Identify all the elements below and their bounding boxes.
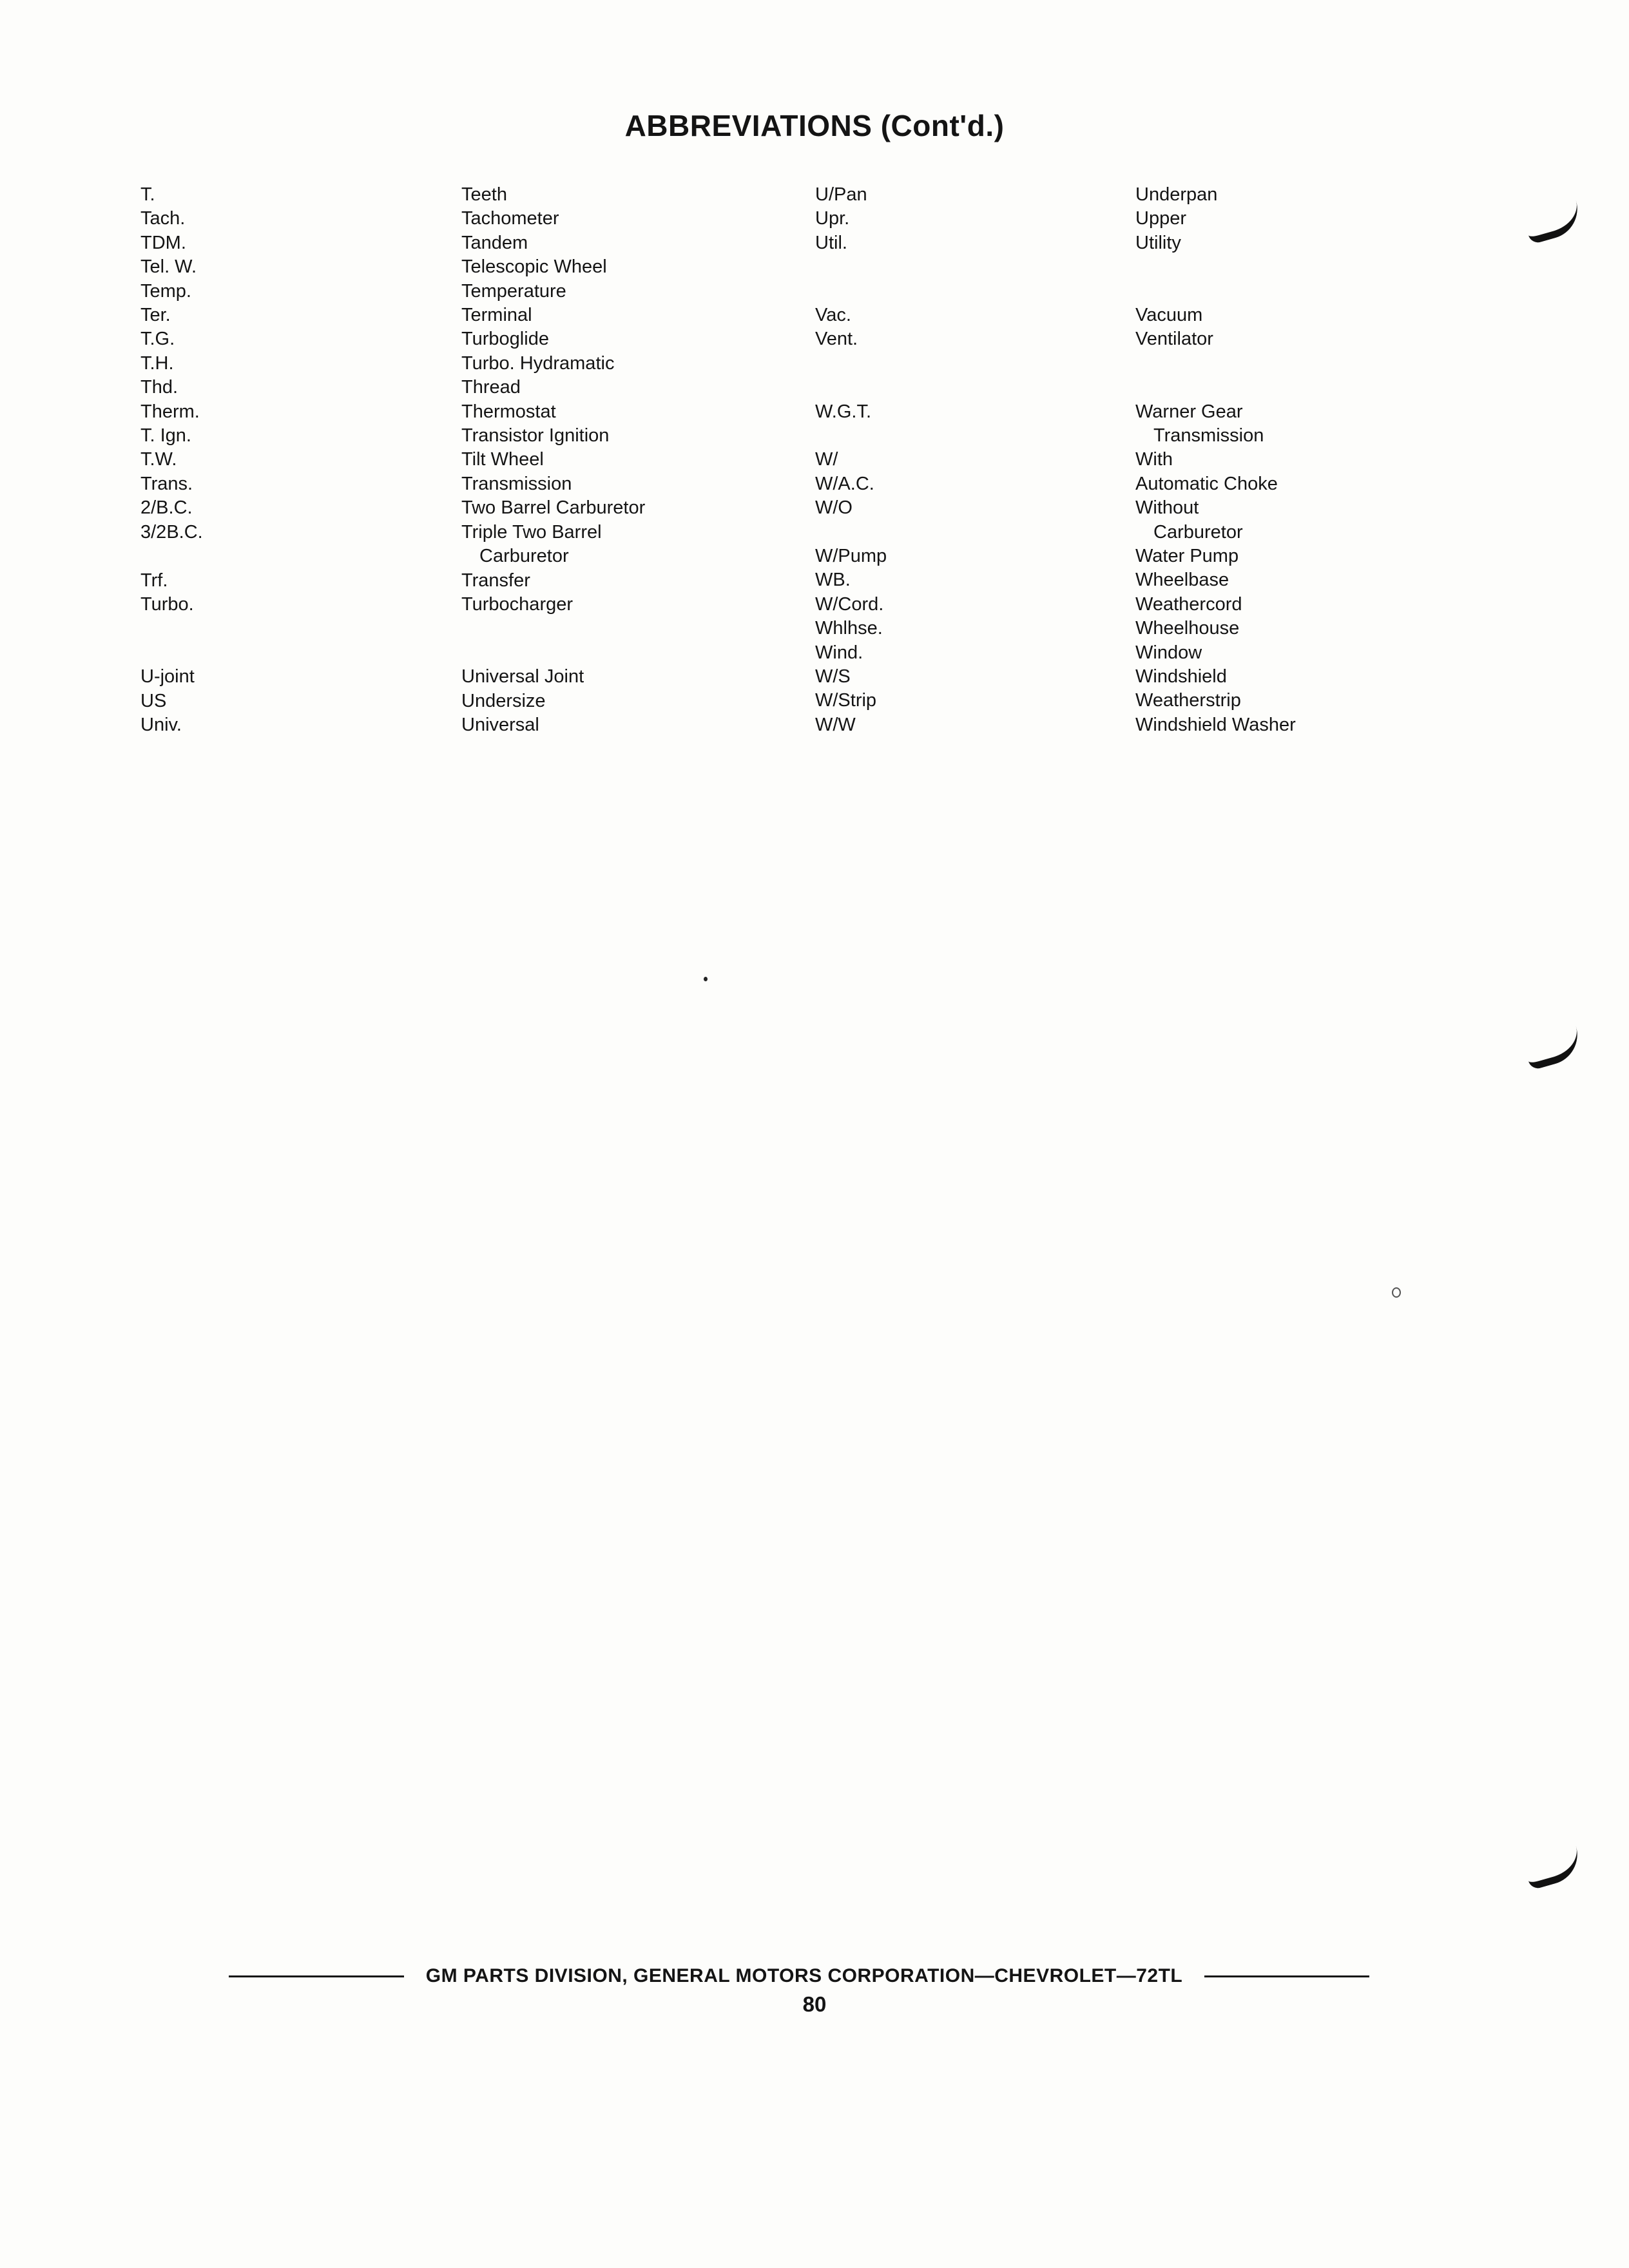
abbreviation-entry [140, 303, 720, 327]
meaning: Vacuum [1135, 305, 1203, 325]
meaning: Utility [1135, 232, 1181, 253]
footer-text: GM PARTS DIVISION, GENERAL MOTORS CORPORATION—CHEVROLET—72TL [425, 1965, 1183, 1986]
meaning: Universal [461, 714, 539, 735]
meaning: Warner Gear [1135, 401, 1243, 422]
abbreviation-entry [815, 472, 1395, 496]
abbreviation-entry [815, 568, 1395, 592]
abbreviation-entry [140, 231, 720, 255]
abbreviation-entry [815, 617, 1395, 640]
section-gap [140, 641, 720, 665]
abbreviation: 2/B.C. [140, 497, 193, 519]
meaning-multiline [1135, 496, 1367, 544]
abbreviation: Upr. [815, 208, 850, 229]
section-gap [815, 280, 1395, 303]
meaning: Triple Two Barrel [461, 521, 602, 543]
abbreviation: W/Cord. [815, 593, 884, 615]
meaning: Transfer [461, 570, 530, 591]
abbreviation: Tach. [140, 208, 186, 229]
footer [0, 1965, 1629, 1987]
abbreviation-entry [140, 689, 720, 713]
abbreviation-entry [140, 496, 720, 520]
abbreviation: Wind. [815, 642, 863, 663]
meaning: Temperature [461, 280, 566, 302]
meaning: Transmission [461, 473, 572, 494]
abbreviation: W/Strip [815, 690, 877, 711]
abbreviation: U/Pan [815, 184, 867, 205]
abbreviation: W/O [815, 497, 853, 519]
meaning: Wheelhouse [1135, 618, 1240, 639]
meaning: Turbo. Hydramatic [461, 352, 615, 374]
abbreviation-entry [815, 327, 1395, 351]
abbreviation-entry [140, 472, 720, 496]
abbreviation: T.W. [140, 449, 177, 470]
binder-hole-mark [1523, 1846, 1585, 1890]
abbreviation-list-right [815, 183, 1395, 737]
abbreviation-entry [140, 569, 720, 593]
meaning: Automatic Choke [1135, 473, 1278, 494]
abbreviation: T. [140, 184, 155, 205]
abbreviation-entry [140, 207, 720, 231]
meaning: Thermostat [461, 401, 556, 422]
meaning: With [1135, 449, 1173, 470]
abbreviation: U-joint [140, 666, 195, 687]
abbreviation-entry [140, 448, 720, 472]
meaning: Turbocharger [461, 593, 574, 615]
binder-hole-mark [1523, 200, 1585, 245]
abbreviation-list-left [140, 183, 720, 737]
abbreviation-entry [815, 713, 1395, 737]
abbreviation-entry [815, 689, 1395, 713]
abbreviation: Trf. [140, 570, 168, 591]
abbreviation: Therm. [140, 401, 200, 422]
meaning: Undersize [461, 690, 546, 711]
page-number: 80 [802, 1992, 827, 2016]
page-title: ABBREVIATIONS (Cont'd.) [624, 109, 1005, 142]
meaning-continuation: Carburetor [1153, 521, 1243, 543]
meaning: Tachometer [461, 208, 559, 229]
abbreviation: WB. [815, 570, 851, 591]
meaning: Telescopic Wheel [461, 256, 607, 278]
abbreviation: Temp. [140, 280, 191, 302]
abbreviation-entry [140, 424, 720, 448]
meaning: Turboglide [461, 329, 549, 350]
abbreviation: W/Pump [815, 546, 887, 567]
abbreviation-entry [140, 352, 720, 376]
scan-speck [1392, 1287, 1401, 1298]
meaning: Terminal [461, 305, 532, 326]
abbreviation-entry [140, 376, 720, 399]
meaning: Windshield Washer [1135, 714, 1296, 735]
abbreviation: Thd. [140, 377, 178, 398]
abbreviation-entry [815, 303, 1395, 327]
footer-rule [1204, 1975, 1369, 1977]
meaning: Weathercord [1135, 593, 1242, 615]
abbreviation: Trans. [140, 473, 193, 494]
section-gap [815, 255, 1395, 279]
meaning: Tandem [461, 232, 528, 253]
abbreviation: Whlhse. [815, 618, 883, 639]
section-gap [140, 617, 720, 640]
abbreviation: T.H. [140, 352, 174, 374]
meaning: Weatherstrip [1135, 690, 1241, 711]
abbreviation: US [140, 690, 167, 711]
abbreviation: Tel. W. [140, 256, 197, 278]
meaning: Wheelbase [1135, 570, 1229, 591]
meaning: Transistor Ignition [461, 425, 610, 447]
abbreviation-entry [140, 665, 720, 689]
abbreviation-entry [815, 544, 1395, 568]
abbreviation-entry [815, 207, 1395, 231]
abbreviation-entry [140, 255, 720, 279]
abbreviation-entry [140, 521, 720, 569]
abbreviation-entry [815, 496, 1395, 544]
meaning: Underpan [1135, 184, 1218, 205]
binder-hole-mark [1523, 1026, 1585, 1071]
abbreviation-entry [140, 593, 720, 617]
section-gap [815, 376, 1395, 399]
meaning: Ventilator [1135, 329, 1213, 350]
meaning: Two Barrel Carburetor [461, 497, 646, 519]
meaning-continuation: Carburetor [479, 546, 569, 567]
meaning-multiline [1135, 400, 1367, 448]
footer-rule [229, 1975, 404, 1977]
abbreviation-entry [140, 280, 720, 303]
abbreviation: Univ. [140, 714, 182, 735]
meaning: Windshield [1135, 666, 1227, 687]
abbreviation: Util. [815, 232, 847, 253]
abbreviation: Turbo. [140, 593, 194, 615]
abbreviation: T.G. [140, 329, 175, 350]
abbreviation: Vac. [815, 305, 851, 325]
abbreviation-entry [815, 641, 1395, 665]
abbreviation-entry [815, 183, 1395, 207]
abbreviation: W.G.T. [815, 401, 871, 422]
abbreviation-entry [140, 327, 720, 351]
meaning: Universal Joint [461, 666, 584, 687]
abbreviation-entry [815, 593, 1395, 617]
abbreviation: T. Ign. [140, 425, 191, 447]
scan-speck [704, 977, 708, 981]
abbreviation: W/S [815, 666, 851, 687]
abbreviation: Vent. [815, 329, 858, 350]
abbreviation-entry [815, 665, 1395, 689]
meaning-continuation: Transmission [1153, 425, 1264, 446]
abbreviation: W/A.C. [815, 473, 874, 494]
abbreviation-entry [140, 713, 720, 737]
abbreviation-entry [140, 400, 720, 424]
meaning: Teeth [461, 184, 507, 205]
section-gap [815, 352, 1395, 376]
meaning: Without [1135, 497, 1199, 519]
abbreviation: Ter. [140, 305, 171, 326]
meaning-multiline [461, 521, 693, 569]
meaning: Upper [1135, 208, 1186, 229]
meaning: Window [1135, 642, 1202, 663]
abbreviation-entry [815, 400, 1395, 448]
abbreviation-entry [815, 448, 1395, 472]
abbreviation: 3/2B.C. [140, 521, 203, 543]
meaning: Tilt Wheel [461, 449, 544, 470]
abbreviation-entry [815, 231, 1395, 255]
abbreviation: TDM. [140, 232, 186, 253]
abbreviation: W/ [815, 449, 838, 470]
meaning: Water Pump [1135, 546, 1239, 567]
abbreviation-entry [140, 183, 720, 207]
meaning: Thread [461, 377, 521, 398]
abbreviation: W/W [815, 714, 856, 735]
